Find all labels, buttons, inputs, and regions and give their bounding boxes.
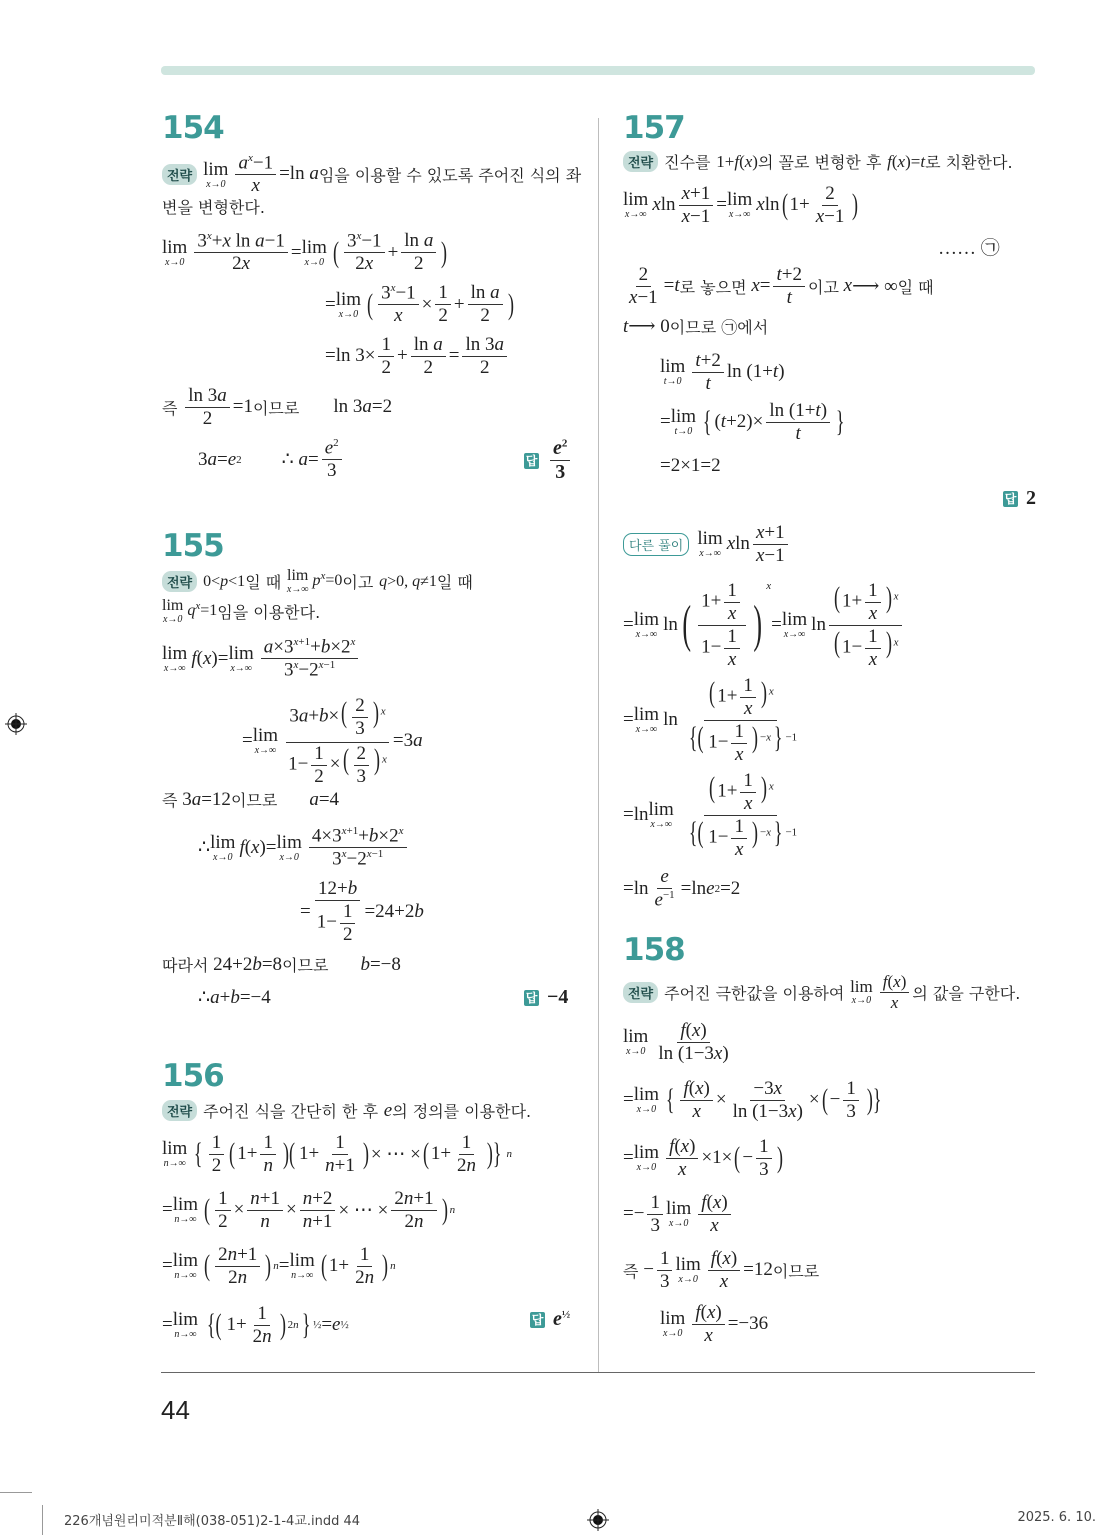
problem-number-154: 154 [162, 110, 224, 146]
equation-marker: …… ㉠ [938, 238, 1000, 259]
strategy-157: 전략 진수를 1+f(x) 의 꼴로 변형한 후 f(x)=t 로 치환한다. [623, 150, 1013, 173]
crop-mark [0, 1492, 32, 1493]
registration-mark-icon [587, 1509, 609, 1531]
equation-157-4: lim t→0 $\frac{t+2}{t}$ ln (1+ t ) [660, 350, 785, 394]
bottom-rule [161, 1372, 1035, 1373]
equation-156-4: = lim n→∞ {( 1+ $\frac{1}{2n}$ ) 2n } ½ = e ½ [162, 1303, 349, 1347]
alt-equation-2: = lim x→∞ ln ( 1+ $\frac{1}{x}$ ) $^x$ {( 1− $\frac{1}{x}$ ) $^{-x}$} $^{-1}$ [623, 675, 798, 765]
header-bar [161, 66, 1035, 75]
equation-154-1: lim x→0 $\frac{3^x+x \ln a-1}{2x}$ = lim x→0 ( $\frac{3^x-1}{2x}$ + $\frac{\text{ln a}}{2}$ ) [162, 230, 448, 275]
equation-156-2: = lim n→∞ ( $\frac{1}{2}$ × $\frac{n+1}{n}$ × $\frac{n+2}{n+1}$ × ⋯ × $\frac{2n+1}{2n}$ ) n [162, 1188, 456, 1232]
equation-157-5: = lim t→0 { ( t +2)× $\frac{\ln (1+t)}{t}$ } [660, 400, 845, 444]
equation-154-5: 3 a = e 2 ∴ a= $\frac{e^2}{3}$ [198, 437, 345, 482]
alt-equation-3: =ln lim x→∞ ( 1+ $\frac{1}{x}$ ) $^x$ {( 1− $\frac{1}{x}$ ) $^{-x}$} $^{-1}$ [623, 770, 798, 860]
footer-filename: 226개념원리미적분Ⅱ해(038-051)2-1-4교.indd 44 [64, 1514, 361, 1529]
strategy-158: 전략 주어진 극한값을 이용하여 lim x→0 $\frac{f(x)}{x}$ 의 값을 구한다. [623, 972, 1020, 1012]
equation-156-1: lim n→∞ { $\frac{1}{2}$ ( 1+ $\frac{1}{n}$ )( 1+ $\frac{1}{n+1}$ ) × ⋯ × ( 1+ $\frac{1}{2n}$ )} n [162, 1132, 512, 1176]
strategy-156: 전략 주어진 식을 간단히 한 후 e 의 정의를 이용한다. [162, 1099, 531, 1122]
answer-155: 답 −4 [525, 986, 569, 1008]
equation-155-5: = 12+b 1− $\frac{1}{2}$ =24+2 b [300, 878, 424, 945]
equation-158-2: = lim x→0 { $\frac{f(x)}{x}$ × $\frac{-3x}{\ln (1-3x)}$ × ( − $\frac{1}{3}$ )} [623, 1078, 882, 1122]
column-divider [598, 118, 599, 1373]
equation-154-3: =ln 3× $\frac{1}{2}$ + $\frac{\text{ln a}}{2}$ = $\frac{\ln 3a}{2}$ [325, 334, 510, 379]
registration-mark-icon [5, 713, 27, 735]
alt-equation-1: = lim x→∞ ln ( 1+ $\frac{1}{x}$ 1− $\frac{1}{x}$ ) x = lim x→∞ ln ( 1+ $\frac{1}{x}$ ) $^x$ ( 1− $\frac{1}{x}$ ) $^x$ [623, 580, 905, 670]
problem-number-155: 155 [162, 528, 224, 564]
alt-equation-4: =ln $\frac{e}{e^{-1}}$ =ln e 2 =2 [623, 866, 741, 911]
strategy-badge: 전략 [162, 164, 197, 185]
answer-156: 답 $e^{\frac{1}{2}}$ [531, 1308, 571, 1330]
strategy-154: 전략 lim x→0 $\frac{a^x-1}{x}$ =ln a 임을 이용할 수 있도록 주어진 식의 좌 [162, 152, 581, 197]
equation-158-6: lim x→0 $\frac{f(x)}{x}$ =−36 [660, 1302, 769, 1346]
equation-158-3: = lim x→0 $\frac{f(x)}{x}$ ×1× ( − $\frac{1}{3}$ ) [623, 1136, 783, 1180]
footer-date: 2025. 6. 10. [1017, 1510, 1096, 1525]
strategy-155-cont: lim x→0 $q^x=1$ 임을 이용한다. [162, 597, 321, 625]
answer-154: 답 $\frac{e^2}{3}$ [524, 437, 573, 484]
equation-157-1: lim x→∞ x ln $\frac{x+1}{x-1}$ = lim x→∞ x ln ( 1+ $\frac{2}{x-1}$ ) [623, 183, 859, 227]
equation-155-3: 즉 3 a =12 이므로 a=4 [162, 788, 340, 810]
problem-number-156: 156 [162, 1058, 224, 1094]
equation-157-6: =2×1=2 [660, 455, 721, 476]
equation-155-6: 따라서 24+2 b =8 이므로 b=−8 [162, 953, 401, 975]
equation-158-1: lim x→0 $\frac{f(x)}{\ln (1-3x)}$ [623, 1020, 729, 1064]
answer-157: 답 2 [1004, 487, 1036, 509]
page-number: 44 [161, 1395, 190, 1425]
strategy-155: 전략 0<p<1 일 때 lim x→∞ $p^x=0$ 이고 q>0, q≠1 일 때 [162, 568, 473, 595]
equation-155-4: ∴ lim x→0 f ( x )= lim x→0 $\frac{4\times 3^{x+1}+b\times 2^x}{3^x-2^{x-1}}$ [198, 825, 410, 870]
equation-154-2: = lim x→0 ( $\frac{3^x-1}{x}$ × $\frac{1}{2}$ + $\frac{\text{ln a}}{2}$ ) [325, 282, 514, 327]
equation-155-2: = lim x→∞ 3a+b×( $\frac{2}{3}$ ) $^x$ 1− $\frac{1}{2}$ ×( $\frac{2}{3}$ ) $^x$ =3 a [242, 695, 423, 787]
equation-155-1: lim x→∞ f ( x )= lim x→∞ $\frac{a\times 3^{x+1}+b\times 2^x}{3^x-2^{x-1}}$ [162, 636, 361, 681]
strategy-154-cont: 변을 변형한다. [162, 198, 265, 217]
equation-157-3: t ⟶ 0 이므로 ㉠에서 [623, 315, 769, 337]
equation-158-5: 즉 − $\frac{1}{3}$ lim x→0 $\frac{f(x)}{x}$ =12 이므로 [623, 1248, 820, 1292]
equation-156-3: = lim n→∞ ( $\frac{2n+1}{2n}$ ) n = lim n→∞ ( 1+ $\frac{1}{2n}$ ) n [162, 1244, 396, 1288]
equation-158-4: =− $\frac{1}{3}$ lim x→0 $\frac{f(x)}{x}$ [623, 1192, 734, 1237]
equation-157-2: $\frac{2}{x-1}$ = t 로 놓으면 x = $\frac{t+2}{t}$ 이고 x ⟶ ∞ 일 때 [629, 264, 934, 308]
problem-number-157: 157 [623, 110, 685, 146]
crop-mark [42, 1505, 43, 1535]
equation-154-4: 즉 $\frac{\ln 3a}{2}$ =1 이므로 ln 3a=2 [162, 385, 393, 429]
alt-solution-157: 다른 풀이 lim x→∞ x ln $\frac{x+1}{x-1}$ [623, 522, 791, 567]
alt-solution-badge: 다른 풀이 [623, 533, 689, 556]
equation-155-7: ∴ a + b =−4 [198, 986, 271, 1008]
problem-number-158: 158 [623, 932, 685, 968]
